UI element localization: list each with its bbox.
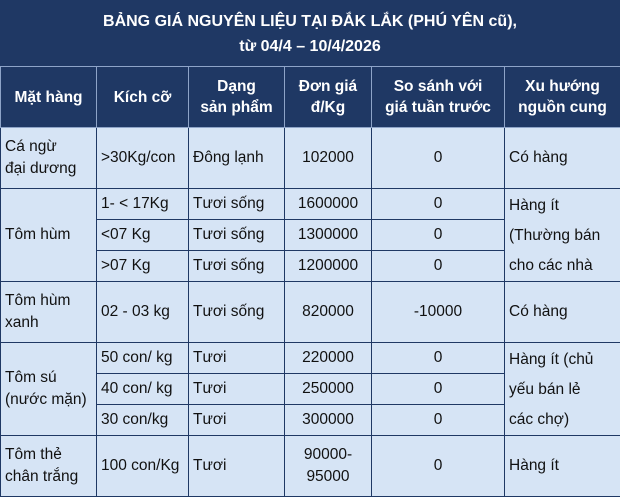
cell-compare: 0 [372,436,505,497]
cell-size: 100 con/Kg [97,436,189,497]
header-trend: Xu hướng nguồn cung [505,67,620,128]
cell-trend: Hàng ít (chủ yếu bán lẻ các chợ) [505,343,620,436]
cell-size: <07 Kg [97,220,189,251]
cell-item: Tôm hùm xanh [1,282,97,343]
cell-compare: -10000 [372,282,505,343]
cell-item: Tôm sú (nước mặn) [1,343,97,436]
cell-price: 1600000 [285,189,372,220]
cell-compare: 0 [372,405,505,436]
cell-form: Đông lạnh [189,128,285,189]
header-price: Đơn giá đ/Kg [285,67,372,128]
cell-size: >30Kg/con [97,128,189,189]
cell-price: 820000 [285,282,372,343]
cell-trend: Có hàng [505,282,620,343]
cell-form: Tươi sống [189,189,285,220]
cell-size: 40 con/ kg [97,374,189,405]
table-row [1,343,620,374]
price-table [0,66,620,497]
cell-size: >07 Kg [97,251,189,282]
cell-compare: 0 [372,220,505,251]
cell-form: Tươi sống [189,251,285,282]
cell-price: 90000- 95000 [285,436,372,497]
header-size: Kích cỡ [97,67,189,128]
table-row [1,282,620,343]
table-title [0,0,620,66]
cell-trend: Có hàng [505,128,620,189]
cell-item: Tôm thẻ chân trắng [1,436,97,497]
cell-form: Tươi [189,343,285,374]
header-form: Dạng sản phẩm [189,67,285,128]
header-compare: So sánh với giá tuần trước [372,67,505,128]
table-row [1,128,620,189]
cell-compare: 0 [372,343,505,374]
cell-trend: Hàng ít [505,436,620,497]
cell-price: 1300000 [285,220,372,251]
cell-price: 220000 [285,343,372,374]
cell-size: 50 con/ kg [97,343,189,374]
cell-form: Tươi sống [189,282,285,343]
cell-price: 300000 [285,405,372,436]
cell-form: Tươi sống [189,220,285,251]
table-row [1,436,620,497]
table-row [1,189,620,220]
header-item: Mặt hàng [1,67,97,128]
cell-price: 102000 [285,128,372,189]
cell-price: 250000 [285,374,372,405]
cell-compare: 0 [372,128,505,189]
cell-price: 1200000 [285,251,372,282]
title-line-2: từ 04/4 – 10/4/2026 [0,34,620,59]
cell-compare: 0 [372,374,505,405]
cell-compare: 0 [372,251,505,282]
cell-item: Tôm hùm [1,189,97,282]
cell-form: Tươi [189,405,285,436]
cell-form: Tươi [189,374,285,405]
cell-size: 30 con/kg [97,405,189,436]
cell-item: Cá ngừ đại dương [1,128,97,189]
cell-trend: Hàng ít (Thường bán cho các nhà [505,189,620,282]
cell-compare: 0 [372,189,505,220]
cell-size: 1- < 17Kg [97,189,189,220]
cell-size: 02 - 03 kg [97,282,189,343]
header-row [1,67,620,128]
cell-form: Tươi [189,436,285,497]
title-line-1: BẢNG GIÁ NGUYÊN LIỆU TẠI ĐẮK LẮK (PHÚ YÊN cũ), [0,9,620,34]
